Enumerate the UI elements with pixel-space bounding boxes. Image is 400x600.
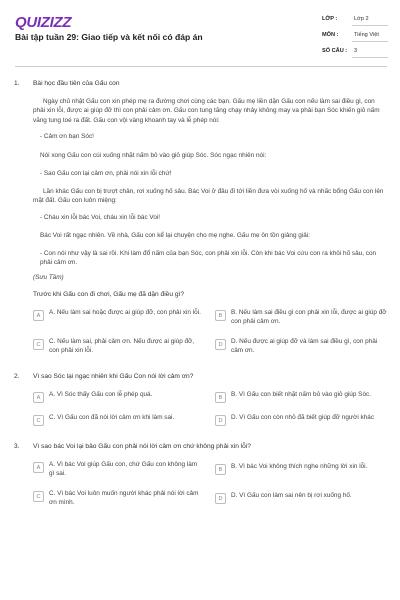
passage-paragraph: Bác Voi rất ngạc nhiên. Về nhà, Gấu con kể lại chuyện cho mẹ nghe. Gấu mẹ ôn tồn giảng giải: [40,232,311,239]
option-d[interactable] [215,338,390,355]
option-letter-box: A [33,462,44,473]
option-letter-box: C [33,415,44,426]
option-letter-box: C [33,339,44,350]
option-text: C. Nếu làm sai, phải cảm ơn. Nếu được ai giúp đỡ, con phải xin lỗi. [49,338,195,354]
option-text: D. Vì Gấu con còn nhỏ đã biết giúp đỡ người khác [231,414,375,421]
passage-paragraph: Nói xong Gấu con cúi xuống nhặt nấm bỏ vào giỏ giúp Sóc. Sóc ngạc nhiên nói: [40,152,267,159]
option-text: A. Nếu làm sai hoặc được ai giúp đỡ, con phải xin lỗi. [49,309,201,316]
option-letter-box: B [215,464,226,475]
option-text: B. Nếu làm sai điều gì con phải xin lỗi, được ai giúp đỡ con phải cảm ơn. [231,309,387,325]
passage-paragraph: Ngày chủ nhật Gấu con xin phép mẹ ra đường chơi cùng các bạn. Gấu mẹ liền dặn Gấu con nếu làm sai điều gì, con phải xin lỗi, được ai giúp đỡ thì con phải cảm ơn. Gấu con tung tăng chạy nhảy không may va phải bạn Sóc khiến giỏ nấm văng tung toé ra đất. Gấu con vội vàng khoanh tay và lễ phép nói: [33,98,380,124]
question-1-text: Trước khi Gấu con đi chơi, Gấu mẹ đã dặn điều gì? [33,291,184,298]
passage-source: (Sưu Tầm) [33,274,64,281]
meta-divider [352,25,388,26]
option-c[interactable] [33,414,203,426]
option-b[interactable] [215,391,390,403]
meta-grade-value: Lớp 2 [354,16,369,22]
option-letter-box: D [215,339,226,350]
option-text: B. Vì bác Voi không thích nghe những lời xin lỗi. [231,463,368,470]
option-b[interactable] [215,309,390,326]
question-1-intro: Bài học đầu tiên của Gấu con [33,80,120,87]
option-text: B. Vì Gấu con biết nhặt nấm bỏ vào giỏ giúp Sóc. [231,391,371,398]
option-a[interactable] [33,461,203,478]
question-1-number: 1. [14,80,20,87]
option-text: C. Vì bác Voi luôn muốn người khác phải nói lời cảm ơn mình. [49,490,199,506]
question-3-text: Vì sao bác Voi lại bảo Gấu con phải nói lời cảm ơn chứ không phải xin lỗi? [33,443,251,450]
option-a[interactable] [33,309,203,321]
header-divider [15,66,387,67]
meta-divider [352,57,388,58]
option-letter-box: A [33,392,44,403]
meta-grade-label: LỚP : [322,16,338,22]
meta-subject-value: Tiếng Việt [354,32,379,38]
quizizz-logo: QUIZIZZ [15,14,72,31]
option-a[interactable] [33,391,203,403]
option-text: D. Nếu được ai giúp đỡ và làm sai điều gì, con phải cảm ơn. [231,338,378,354]
passage-paragraph: Lần khác Gấu con bị trượt chân, rơi xuống hố sâu. Bác Voi ở đâu đi tới liền đưa vòi xuống hố và nhấc bổng Gấu con lên mặt đất. Gấu con luôn miệng: [33,188,384,205]
option-letter-box: B [215,310,226,321]
question-2-number: 2. [14,373,20,380]
option-text: A. Vì bác Voi giúp Gấu con, chứ Gấu con không làm gì sai. [49,461,198,477]
option-d[interactable] [215,414,390,426]
option-text: C. Vì Gấu con đã nói lời cảm ơn khi làm sai. [49,414,175,421]
option-letter-box: B [215,392,226,403]
option-letter-box: D [215,415,226,426]
meta-subject-label: MÔN : [322,32,339,38]
passage-dialogue: - Cảm ơn bạn Sóc! [40,133,94,140]
option-c[interactable] [33,490,203,507]
option-b[interactable] [215,463,390,475]
option-text: A. Vì Sóc thấy Gấu con lễ phép quá. [49,391,153,398]
option-letter-box: A [33,310,44,321]
option-text: D. Vì Gấu con làm sai nên bị rơi xuống hố. [231,492,352,499]
question-2-text: Vì sao Sóc lại ngạc nhiên khi Gấu Con nói lời cảm ơn? [33,373,194,380]
passage-dialogue: - Con nói như vậy là sai rồi. Khi làm đổ nấm của bạn Sóc, con phải xin lỗi. Còn khi bác Voi cứu con ra khỏi hố sâu, con phải cảm ơn. [40,250,377,267]
meta-count-label: SỐ CÂU : [322,48,348,54]
meta-divider [352,41,388,42]
option-letter-box: D [215,493,226,504]
meta-count-value: 3 [354,48,358,54]
option-letter-box: C [33,491,44,502]
passage-dialogue: - Sao Gấu con lại cảm ơn, phải nói xin lỗi chứ! [40,170,172,177]
option-c[interactable] [33,338,203,355]
passage-dialogue: - Cháu xin lỗi bác Voi, cháu xin lỗi bác Voi! [40,214,161,221]
option-d[interactable] [215,492,390,504]
question-3-number: 3. [14,443,20,450]
worksheet-title: Bài tập tuần 29: Giao tiếp và kết nối có đáp án [15,32,203,42]
